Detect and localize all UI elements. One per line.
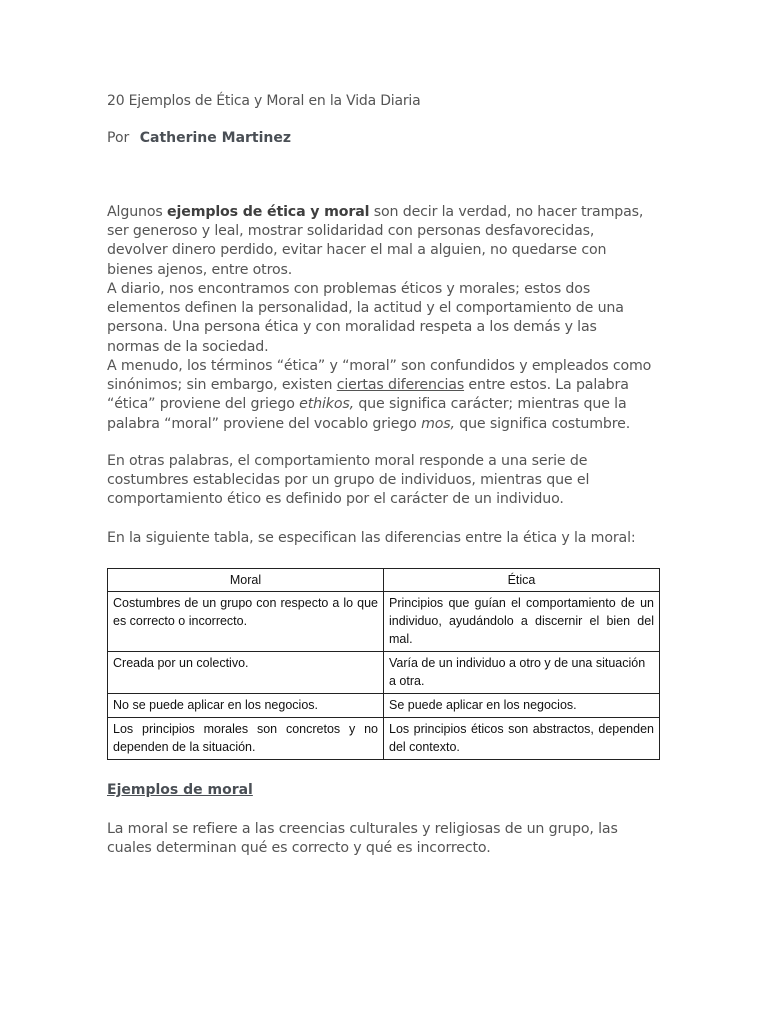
table-row <box>108 592 660 652</box>
p1-bold-text: ejemplos de ética y moral <box>167 204 370 220</box>
paragraph-2: A diario, nos encontramos con problemas éticos y morales; estos dos elementos definen la personalidad, la actitud y el comportamiento de una persona. Una persona ética y con moralidad respeta a los demás y las normas de la sociedad. <box>107 281 624 355</box>
table-cell: Se puede aplicar en los negocios. <box>384 694 660 718</box>
table-cell: Los principios éticos son abstractos, dependen del contexto. <box>384 718 660 760</box>
p1-text-b: son decir la verdad, no hacer trampas, ser generoso y leal, mostrar solidaridad con personas desfavorecidas, devolver dinero perdido, evitar hacer el mal a alguien, no quedarse con bienes ajenos, entre otros. <box>107 204 644 278</box>
mos-term: mos, <box>421 415 455 432</box>
header-moral: Moral <box>108 569 384 592</box>
table-cell: Los principios morales son concretos y no dependen de la situación. <box>108 718 384 760</box>
p1-text-a: Algunos <box>107 204 168 220</box>
p3-text-a: A menudo, los términos “ética” y “moral” son confundidos y empleados como sinónimos; sin embargo, existen <box>107 358 652 394</box>
table-cell: Principios que guían el comportamiento de un individuo, ayudándolo a discernir el bien del mal. <box>384 592 660 652</box>
header-etica: Ética <box>384 569 660 592</box>
differences-table-wrap <box>107 568 660 760</box>
paragraph-3 <box>107 357 652 434</box>
paragraph-5: En la siguiente tabla, se especifican las diferencias entre la ética y la moral: <box>107 530 636 546</box>
p3-text-b: entre estos. La palabra “ética” proviene del griego <box>107 377 629 413</box>
author-name: Catherine Martinez <box>139 130 292 146</box>
p3-text-c: que significa carácter; mientras que la palabra “moral” proviene del vocablo griego <box>107 396 627 432</box>
table-cell: Costumbres de un grupo con respecto a lo que es correcto o incorrecto. <box>108 592 384 652</box>
paragraph-6: La moral se refiere a las creencias culturales y religiosas de un grupo, las cuales determinan qué es correcto y qué es incorrecto. <box>107 821 618 857</box>
section-heading-moral: Ejemplos de moral <box>107 782 253 798</box>
ethikos-term: ethikos, <box>299 396 354 413</box>
differences-table <box>107 568 660 760</box>
table-header-row <box>108 569 660 592</box>
byline <box>107 130 291 146</box>
intro-paragraph <box>107 203 652 280</box>
table-row <box>108 718 660 760</box>
table-cell: Creada por un colectivo. <box>108 652 384 694</box>
by-label: Por <box>107 130 130 146</box>
table-cell: Varía de un individuo a otro y de una situación a otra. <box>384 652 660 694</box>
ciertas-diferencias-link[interactable]: ciertas diferencias <box>336 377 465 394</box>
table-cell: No se puede aplicar en los negocios. <box>108 694 384 718</box>
article-title: 20 Ejemplos de Ética y Moral en la Vida Diaria <box>107 93 421 109</box>
p3-text-d: que significa costumbre. <box>454 415 631 432</box>
table-row <box>108 694 660 718</box>
table-row <box>108 652 660 694</box>
paragraph-4: En otras palabras, el comportamiento moral responde a una serie de costumbres establecidas por un grupo de individuos, mientras que el comportamiento ético es definido por el carácter de un individuo. <box>107 453 590 508</box>
